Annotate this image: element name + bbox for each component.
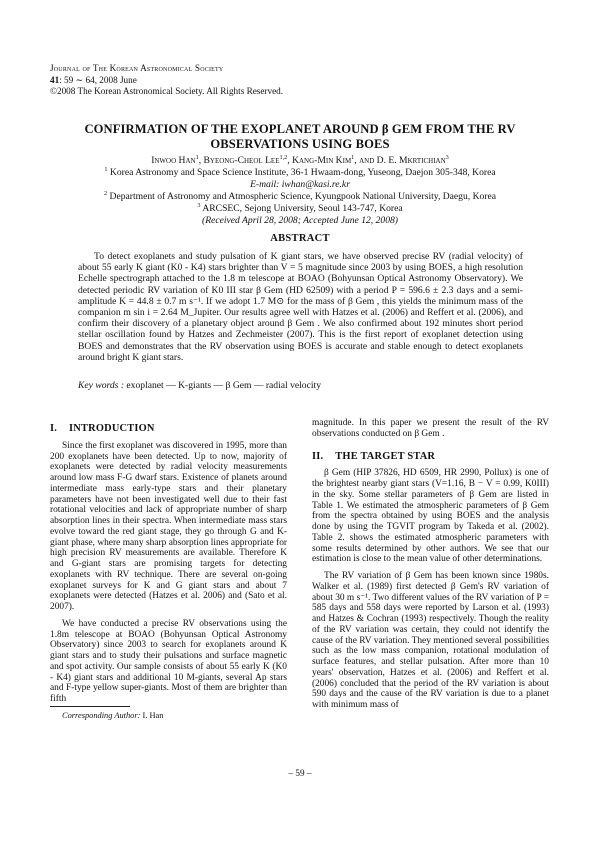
aff-3-text: ARCSEC, Sejong University, Seoul 143-747, Korea [202, 203, 403, 214]
section-1-title: INTRODUCTION [69, 423, 155, 434]
intro-paragraph-1: Since the first exoplanet was discovered in 1995, more than 200 exoplanets have been detected. Up to now, majority of exoplanets were detected by radial velocity measurements around low mass F-G dwarf stars. Existence of planets around intermediate mass early-type stars and their planetary parameters have not been investigated well due to their fast rotational velocities and lack of appropriate number of sharp absorption lines in their spectra. When intermediate mass stars evolve toward the red giant stage, they go through G and K-giant phase, where many sharp absorption lines appropriate for high precision RV measurements are available. Therefore K and G-giant stars are promising targets for detecting exoplanets with RV technique. There are several on-going exoplanet surveys for K and G giant stars and about 7 exoplanets were detected (Hatzes et al. 2006) and (Sato et al. 2007). [50, 440, 287, 612]
aff-3-sup: 3 [197, 201, 201, 209]
keywords-label: Key words : [78, 380, 125, 391]
footnote-rule [50, 706, 130, 707]
intro-paragraph-2-cont: magnitude. In this paper we present the result of the RV observations conducted on β Gem . [312, 418, 549, 439]
aff-2-sup: 2 [103, 189, 108, 197]
right-column [312, 418, 549, 711]
journal-name: Journal of The Korean Astronomical Society [50, 63, 224, 73]
affiliation-1 [40, 167, 560, 179]
author-3-sup: 1 [351, 153, 355, 161]
keywords [78, 380, 523, 391]
author-2: Byeong-Cheol Lee [203, 155, 280, 166]
author-4: D. E. Mkrtichian [376, 155, 446, 166]
section-1-number: I. [50, 423, 58, 434]
section-2-heading [312, 452, 549, 463]
journal-copyright: ©2008 The Korean Astronomical Society. All Rights Reserved. [50, 86, 284, 96]
abstract-heading: ABSTRACT [270, 233, 330, 244]
author-block [40, 155, 560, 227]
journal-header [50, 63, 283, 98]
aff-1-text: Korea Astronomy and Space Science Institute, 36-1 Hwaam-dong, Yuseong, Daejon 305-348, Korea [109, 167, 496, 178]
aff-1-sup: 1 [104, 165, 108, 173]
journal-citation [50, 75, 283, 87]
affiliation-3 [40, 203, 560, 215]
author-list: Inwoo Han$^1$, Byeong-Cheol Lee$^{1,2}$, Kang-Min Kim$^1$, and D. E. Mkrtichian$^3$ [151, 153, 449, 166]
footnote-name: I. Han [142, 711, 164, 720]
author-and: and [359, 155, 375, 166]
page-number: – 59 – [288, 768, 312, 778]
target-paragraph-2: The RV variation of β Gem has been known since 1980s. Walker et al. (1989) first detected β Gem's RV variation of about 30 m s⁻¹. Two different values of the RV variation of P = 585 days and 558 days were reported by Larson et al. (1993) and Hatzes & Cochran (1993) respectively. Though the reality of the RV variation was certain, they could not identify the cause of the RV variation. They mentioned several possibilities such as the low mass companion, rotational modulation of surface features, and stellar pulsation. After more than 10 years' observation, Hatzes et al. (2006) and Reffert et al. (2006) concluded that the period of the RV variation is about 590 days and the cause of the RV variation is due to a planet with minimum mass of [312, 571, 549, 710]
received-text: (Received April 28, 2008; Accepted June 12, 2008) [202, 215, 398, 226]
journal-volume: 41 [50, 74, 60, 85]
author-email [40, 179, 560, 191]
journal-pages: : 59 ∼ 64, 2008 June [59, 74, 137, 85]
paper-title [40, 122, 560, 152]
title-line-2: OBSERVATIONS USING BOES [210, 137, 390, 151]
section-1-heading [50, 424, 287, 435]
intro-paragraph-2: We have conducted a precise RV observations using the 1.8m telescope at BOAO (Bohyunsan Optical Astronomy Observatory) since 2003 to search for exoplanets around K giant stars and to study their pulsations and surface magnetic and spot activity. Our sample consists of about 55 early K (K0 - K4) giant stars and additional 10 M-giants, several Ap stars and F-type yellow super-giants. Most of them are brighter than fifth [50, 618, 287, 704]
author-3: Kang-Min Kim [292, 155, 352, 166]
aff-2-text: Department of Astronomy and Atmospheric Science, Kyungpook National University, Daegu, Korea [109, 191, 497, 202]
author-4-sup: 3 [445, 153, 449, 161]
keywords-text: exoplanet — K-giants — β Gem — radial velocity [126, 380, 321, 391]
footnote [62, 711, 163, 720]
title-line-1: CONFIRMATION OF THE EXOPLANET AROUND β GEM FROM THE RV [84, 122, 516, 136]
author-1-sup: 1 [195, 153, 199, 161]
affiliation-2 [40, 191, 560, 203]
email-text: E-mail: iwhan@kasi.re.kr [250, 179, 350, 190]
section-2-number: II. [312, 450, 324, 462]
received-dates [40, 215, 560, 227]
author-2-sup: 1,2 [279, 153, 288, 161]
author-1: Inwoo Han [151, 155, 196, 166]
target-paragraph-1: β Gem (HIP 37826, HD 6509, HR 2990, Pollux) is one of the brightest nearby giant stars (V=1.16, B − V = 0.99, K0III) in the sky. Some stellar parameters of β Gem are listed in Table 1. We estimated the atmospheric parameters of β Gem from the spectra obtained by using BOES and the analysis done by using the TGVIT program by Takeda et al. (2002). Table 2. shows the estimated atmospheric parameters with some results determined by other authors. We see that our estimation is close to the mean value of other determinations. [312, 468, 549, 565]
section-2-title: THE TARGET STAR [335, 450, 436, 462]
left-column [50, 418, 287, 705]
abstract-text: To detect exoplanets and study pulsation of K giant stars, we have observed precise RV (radial velocity) of about 55 early K giant (K0 - K4) stars brighter than V = 5 magnitude since 2003 by using BOES, a high resolution Echelle spectrograph attached to the 1.8 m telescope at BOAO (Bohyunsan Optical Astronomy Observatory). We detected periodic RV variation of K0 III star β Gem (HD 62509) with a period P = 596.6 ± 2.3 days and a semi-amplitude K = 44.8 ± 0.7 m s⁻¹. If we adopt 1.7 M⊙ for the mass of β Gem , this yields the minimum mass of the companion m sin i = 2.64 M_Jupiter. Our results agree well with Hatzes et al. (2006) and Reffert et al. (2006), and confirm their discovery of a planetary object around β Gem . We also confirmed about 192 minutes short period stellar oscillation found by Hatzes and Zechmeister (2007). This is the first report of exoplanet detection using BOES and demonstrates that the RV observation using BOES is accurate and stable enough to detect exoplanets around bright K giant stars. [78, 251, 523, 363]
footnote-label: Corresponding Author: [62, 711, 141, 720]
